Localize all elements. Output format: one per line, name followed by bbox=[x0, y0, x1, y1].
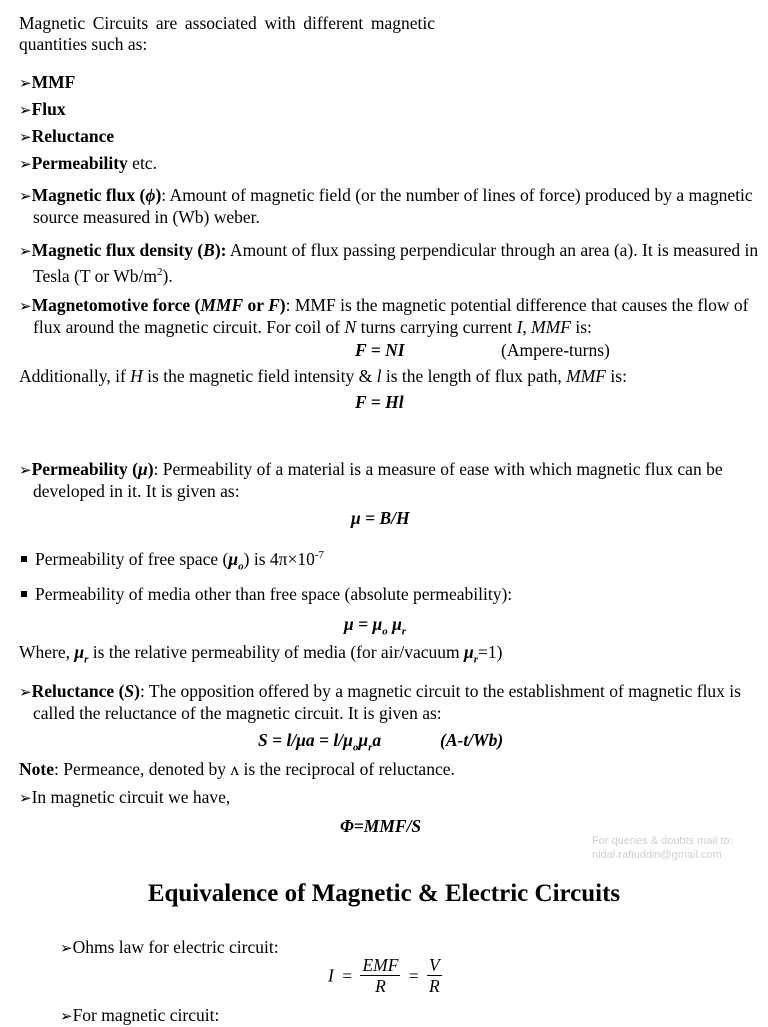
quantity-list bbox=[19, 72, 157, 180]
magnetic-circuit-line: ➢For magnetic circuit: bbox=[60, 1005, 220, 1025]
equals-sign: = bbox=[408, 965, 419, 986]
equation-lhs: I bbox=[328, 965, 334, 986]
arrow-bullet-icon: ➢ bbox=[19, 299, 32, 315]
list-item-flux: Flux bbox=[31, 99, 66, 119]
watermark bbox=[592, 834, 733, 862]
arrow-bullet-icon: ➢ bbox=[19, 463, 32, 479]
where-relative-permeability: Where, $\mu_r$ is the relative permeability of media (for air/vacuum $\mu_r=1$) bbox=[19, 642, 503, 666]
ohms-law-equation bbox=[328, 955, 442, 996]
circuit-intro: ➢In magnetic circuit we have, bbox=[19, 787, 231, 807]
watermark-email: nidal.rafiuddin@gmail.com bbox=[592, 849, 722, 861]
list-item bbox=[19, 72, 157, 99]
list-item-reluctance: Reluctance bbox=[31, 126, 115, 146]
square-bullet-icon bbox=[21, 591, 27, 597]
fraction-emf-r: $\frac{\text{EMF}}{R}$ bbox=[362, 955, 399, 996]
list-item bbox=[19, 126, 157, 153]
watermark-line: For queries & doubts mail to: bbox=[592, 835, 733, 847]
equals-sign: = bbox=[342, 965, 353, 986]
equation-mu-mu0-mur: $\mu = \mu_o$ $\mu_r$ bbox=[344, 614, 407, 638]
list-item bbox=[19, 153, 157, 180]
arrow-bullet-icon: ➢ bbox=[19, 244, 32, 260]
list-item-permeability: Permeability bbox=[31, 153, 128, 173]
arrow-bullet-icon: ➢ bbox=[19, 791, 32, 807]
arrow-bullet-icon: ➢ bbox=[60, 1009, 73, 1025]
bullet-free-space: Permeability of free space $(\mu_o)$ is $4\pi\times 10^{-7}$ bbox=[19, 545, 759, 576]
arrow-bullet-icon: ➢ bbox=[19, 685, 32, 701]
arrow-bullet-icon: ➢ bbox=[19, 103, 32, 119]
arrow-bullet-icon: ➢ bbox=[19, 76, 32, 92]
square-bullet-icon bbox=[21, 556, 27, 562]
list-suffix: etc. bbox=[127, 153, 157, 173]
additional-note: Additionally, if H is the magnetic field intensity & l is the length of flux path, MMF is: bbox=[19, 366, 627, 386]
flux-definition: ➢Magnetic flux (ϕ): Amount of magnetic field (or the number of lines of force) produced by a magnetic source measured in (Wb) weber. bbox=[19, 185, 753, 227]
arrow-bullet-icon: ➢ bbox=[60, 941, 73, 957]
mmf-definition: ➢Magnetomotive force (MMF or F): MMF is the magnetic potential difference that causes the flow of flux around the magnetic circuit. For coil of N turns carrying current I, MMF is: bbox=[19, 295, 749, 337]
fraction-v-r: $\frac{V}{R}$ bbox=[429, 955, 440, 996]
equation-reluctance: $S = l/\mu a = l/\mu_o\mu_ra$ bbox=[258, 730, 382, 754]
equation-reluctance-unit: (A-t/Wb) bbox=[440, 730, 504, 750]
arrow-bullet-icon: ➢ bbox=[19, 189, 32, 205]
equation-f-hl: F = Hl bbox=[355, 392, 404, 412]
arrow-bullet-icon: ➢ bbox=[19, 157, 32, 173]
reluctance-definition: ➢Reluctance (S): The opposition offered by a magnetic circuit to the establishment of magnetic flux is called the reluctance of the magnetic circuit. It is given as: bbox=[19, 681, 741, 723]
intro-paragraph: Magnetic Circuits are associated with different magnetic quantities such as: bbox=[19, 13, 435, 54]
section-heading: Equivalence of Magnetic & Electric Circuits bbox=[147, 880, 621, 907]
equation-unit-ampere-turns: (Ampere-turns) bbox=[501, 340, 610, 360]
list-item-mmf: MMF bbox=[31, 72, 76, 92]
note-permeance: Note: Permeance, denoted by ʌ is the reciprocal of reluctance. bbox=[19, 759, 455, 779]
equation-mu-b-h: μ = B/H bbox=[351, 508, 410, 528]
list-item bbox=[19, 99, 157, 126]
equation-flux-mmf-s: Φ=MMF/S bbox=[340, 816, 422, 836]
permeability-definition: ➢Permeability (μ): Permeability of a material is a measure of ease with which magnetic flux can be developed in it. It is given as: bbox=[19, 459, 723, 501]
bullet-absolute-permeability: Permeability of media other than free space (absolute permeability): bbox=[19, 584, 759, 604]
arrow-bullet-icon: ➢ bbox=[19, 130, 32, 146]
ohms-law-line: ➢Ohms law for electric circuit: bbox=[60, 937, 279, 957]
flux-density-definition: ➢Magnetic flux density (B): Amount of flux passing perpendicular through an area (a). It is measured in Tesla (T or $Wb/m^2$). bbox=[19, 240, 759, 286]
equation-f-ni: F = NI bbox=[355, 340, 405, 360]
